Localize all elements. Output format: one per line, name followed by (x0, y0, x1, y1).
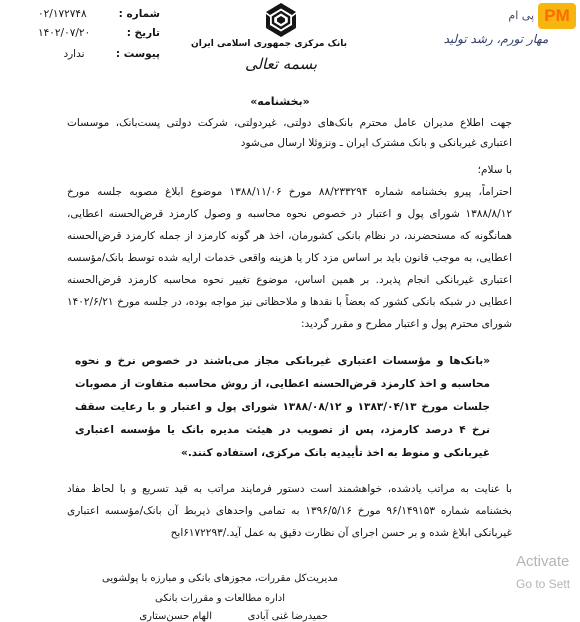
invocation-calligraphy: بسمه تعالی (244, 55, 318, 73)
signature-department: مدیریت‌کل مقررات، مجوزهای بانکی و مبارزه با پولشویی (102, 573, 338, 584)
resolution-quote: «بانک‌ها و مؤسسات اعتباری غیربانکی مجاز می‌باشند در خصوص نرخ و نحوه محاسبه و اخذ کارمزد قرض‌الحسنه اعطایی، از روش محاسبه متفاوت از مصوبات جلسات مورخ ۱۳۸۳/۰۴/۱۳ و ۱۳۸۸/۰۸/۱۲ شورای پول و اعتبار و با رعایت سقف نرخ ۴ درصد کارمزد، پس از تصویب در هیئت مدیره بانک یا مؤسسه اعتباری غیربانکی و منوط به اخذ تأییدیه بانک مرکزی، استفاده کنند.» (75, 355, 490, 459)
org-name: بانک مرکزی جمهوری اسلامی ایران (191, 39, 347, 49)
body-paragraph: احتراماً، پیرو بخشنامه شماره ۸۸/۲۳۳۲۹۴ مورخ ۱۳۸۸/۱۱/۰۶ موضوع ابلاغ مصوبه جلسه مورخ ۱۳۸۸/۸/۱۲ شورای پول و اعتبار در خصوص نحوه محاسبه و وصول کارمزد قرض‌الحسنه اعطایی، همانگونه که مستحضرند، در نظام بانکی کشورمان، اخذ هر گونه کارمزد از جمله کارمزد قرض‌الحسنه اعطایی، به موجب قانون باید بر اساس مزد کار یا هزینه واقعی خدمات ارایه شده توسط بانک/مؤسسه اعتباری غیربانکی انجام پذیرد. بر همین اساس، موضوع تغییر نحوه محاسبه کارمزد قرض‌الحسنه اعطایی در شبکه بانکی کشور که بعضاً با نقدها و ملاحظاتی نیز مواجه بوده، در جلسه مورخ ۱۴۰۲/۶/۲۱ شورای محترم پول و اعتبار مطرح و مقرر گردید: (67, 186, 512, 330)
signer-name-2: الهام حسن‌ستاری (139, 611, 212, 622)
number-label: شماره : (118, 8, 160, 20)
document-title: «بخشنامه» (250, 95, 310, 108)
greeting: با سلام؛ (477, 164, 512, 176)
slogan: مهار تورم، رشد تولید (443, 32, 549, 46)
recipients-paragraph: جهت اطلاع مدیران عامل محترم بانک‌های دولتی، غیردولتی، شرکت دولتی پست‌بانک، موسسات اعتباری غیربانکی و بانک مشترک ایران ـ ونزوئلا ارسال می‌شود (67, 117, 512, 149)
central-bank-emblem-icon (263, 2, 299, 38)
activation-watermark-link[interactable]: Go to Sett (516, 577, 571, 591)
attachment-label: پیوست : (115, 48, 160, 60)
activation-watermark-title: Activate (516, 553, 570, 570)
date-label: تاریخ : (126, 27, 160, 39)
brand-logo-icon: PM (538, 3, 576, 29)
number-value: ۰۲/۱۷۲۷۴۸ (38, 8, 87, 20)
signature-office: اداره مطالعات و مقررات بانکی (155, 593, 285, 604)
date-value: ۱۴۰۲/۰۷/۲۰ (38, 27, 91, 39)
signer-name-1: حمیدرضا غنی آبادی (247, 611, 328, 622)
brand-name: پی ام (508, 9, 534, 22)
closing-paragraph: با عنایت به مراتب یادشده، خواهشمند است دستور فرمایند مراتب به قید تسریع و با لحاظ مفاد بخشنامه شماره ۹۶/۱۴۹۱۵۳ مورخ ۱۳۹۶/۵/۱۶ به تمامی واحدهای ذیربط آن بانک/مؤسسه اعتباری غیربانکی ابلاغ شده و بر حسن اجرای آن نظارت دقیق به عمل آید./۶۱۷۲۲۹۳ابح (67, 483, 512, 539)
attachment-value: ندارد (63, 48, 85, 60)
